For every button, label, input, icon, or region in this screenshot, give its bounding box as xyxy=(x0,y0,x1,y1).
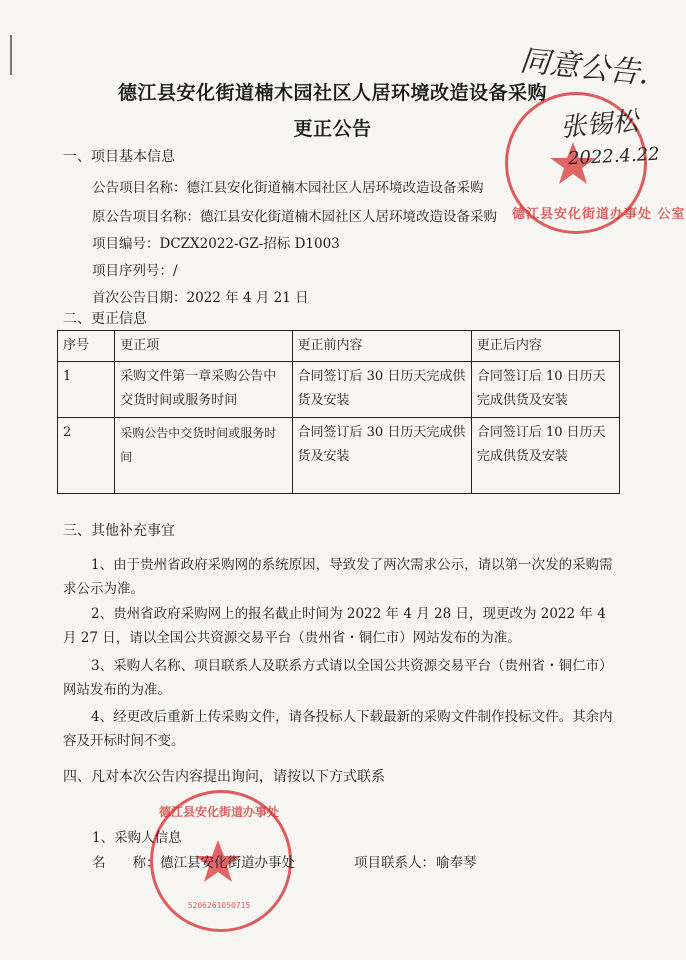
info-item: 项目序列号：/ xyxy=(92,263,178,279)
table-cell: 采购公告中交货时间或服务时间 xyxy=(115,418,292,494)
table-row xyxy=(58,418,620,494)
info-item: 原公告项目名称：德江县安化街道楠木园社区人居环境改造设备采购 xyxy=(92,209,497,225)
margin-mark xyxy=(10,35,12,75)
section-heading-contact: 四、凡对本次公告内容提出询问，请按以下方式联系 xyxy=(63,769,385,785)
table-cell: 采购文件第一章采购公告中交货时间或服务时间 xyxy=(115,362,292,418)
info-item: 项目编号：DCZX2022-GZ-招标 D1003 xyxy=(92,236,340,252)
purchaser-name-label: 名 称： xyxy=(92,855,160,871)
table-header: 更正前内容 xyxy=(292,331,471,362)
table-cell: 合同签订后 30 日历天完成供货及安装 xyxy=(292,418,471,494)
table-header: 序号 xyxy=(58,331,115,362)
table-header: 更正项 xyxy=(115,331,292,362)
table-header: 更正后内容 xyxy=(471,331,619,362)
info-item: 公告项目名称：德江县安化街道楠木园社区人居环境改造设备采购 xyxy=(92,180,484,196)
supplement-paragraph: 3、采购人名称、项目联系人及联系方式请以全国公共资源交易平台（贵州省・铜仁市）网站发布的为准。 xyxy=(63,658,613,698)
seal-text: 德江县安化街道办事处 xyxy=(159,805,280,819)
correction-table xyxy=(57,330,620,494)
table-cell: 合同签订后 10 日历天完成供货及安装 xyxy=(471,418,619,494)
table-row xyxy=(58,362,620,418)
handwritten-signature: 张锡松 xyxy=(559,106,640,144)
document-title: 德江县安化街道楠木园社区人居环境改造设备采购 xyxy=(117,82,547,104)
handwritten-date: 2022.4.22 xyxy=(567,143,661,170)
supplement-paragraph: 4、经更改后重新上传采购文件，请各投标人下载最新的采购文件制作投标文件。其余内容及开标时间不变。 xyxy=(63,709,613,749)
table-cell: 1 xyxy=(58,362,115,418)
contact-person-value: 喻奉琴 xyxy=(436,855,477,871)
table-header-row xyxy=(58,331,620,362)
seal-code: 5206261050715 xyxy=(187,901,251,910)
info-item: 首次公告日期：2022 年 4 月 21 日 xyxy=(92,290,309,306)
section-heading-basic-info: 一、项目基本信息 xyxy=(63,149,175,165)
seal-text: 德江县安化街道办事处 公室 xyxy=(512,207,686,222)
document-subtitle: 更正公告 xyxy=(293,118,372,140)
table-cell: 2 xyxy=(58,418,115,494)
table-cell: 合同签订后 10 日历天完成供货及安装 xyxy=(471,362,619,418)
handwritten-approval: 同意公告. xyxy=(518,43,651,92)
supplement-paragraph: 1、由于贵州省政府采购网的系统原因，导致发了两次需求公示，请以第一次发的采购需求公示为准。 xyxy=(63,557,613,597)
contact-person-label: 项目联系人： xyxy=(354,855,435,871)
section-heading-supplement: 三、其他补充事宜 xyxy=(63,523,175,539)
purchaser-name-value: 德江县安化街道办事处 xyxy=(160,855,295,871)
supplement-paragraph: 2、贵州省政府采购网上的报名截止时间为 2022 年 4 月 28 日，现更改为 2022 年 4 月 27 日，请以全国公共资源交易平台（贵州省・铜仁市）网站发布的为准。 xyxy=(63,606,606,646)
purchaser-info-heading: 1、采购人信息 xyxy=(92,830,182,846)
section-heading-correction: 二、更正信息 xyxy=(63,311,147,327)
table-cell: 合同签订后 30 日历天完成供货及安装 xyxy=(292,362,471,418)
